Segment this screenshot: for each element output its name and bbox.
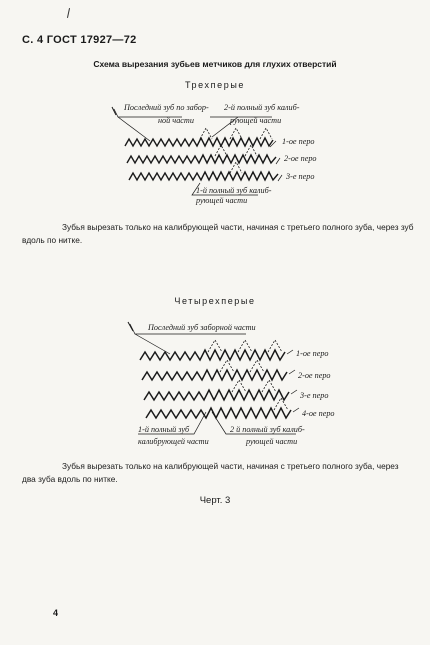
four-second-full-label-2: рующей части bbox=[246, 437, 298, 446]
page-number: 4 bbox=[53, 608, 59, 618]
section1-paragraph: Зубья вырезать только на калибрующей части, начиная с третьего полного зуба, через зуб вдоль по нитке. bbox=[22, 222, 414, 245]
four-flute-thread-4 bbox=[146, 408, 291, 418]
three-flute3-label: 3-е перо bbox=[286, 172, 315, 181]
section2-heading: Четырехперые bbox=[174, 296, 256, 306]
four-last-tooth-label: Последний зуб заборной части bbox=[148, 323, 256, 332]
four-flute2-label: 2-ое перо bbox=[298, 371, 331, 380]
three-flute2-label: 2-ое перо bbox=[284, 154, 317, 163]
three-last-tooth-label-1: Последний зуб по забор- bbox=[124, 103, 209, 112]
section2-paragraph: Зубья вырезать только на калибрующей части, начиная с третьего полного зуба, через два зуба вдоль по нитке. bbox=[22, 461, 399, 484]
four-flute-thread-3 bbox=[144, 390, 289, 400]
scan-mark bbox=[67, 8, 70, 18]
three-flute-thread-2 bbox=[127, 155, 276, 163]
figure-caption: Черт. 3 bbox=[199, 495, 231, 506]
four-flute-diagram bbox=[0, 312, 430, 452]
four-flute-thread-2 bbox=[142, 370, 287, 380]
four-flute3-label: 3-е перо bbox=[300, 391, 329, 400]
four-first-full-label-1: 1-й полный зуб bbox=[138, 425, 190, 434]
leader-arrow bbox=[128, 322, 133, 331]
figure-title: Схема вырезания зубьев метчиков для глухих отверстий bbox=[93, 59, 337, 69]
three-flute1-label: 1-ое перо bbox=[282, 137, 315, 146]
three-second-full-label-2: рующей части bbox=[230, 116, 282, 125]
three-second-full-label-1: 2-й полный зуб калиб- bbox=[224, 103, 300, 112]
three-last-tooth-label-2: ной части bbox=[158, 116, 194, 125]
four-flute4-label: 4-ое перо bbox=[302, 409, 335, 418]
page-header: С. 4 ГОСТ 17927—72 bbox=[22, 34, 137, 46]
four-flute-thread-1 bbox=[140, 350, 285, 360]
three-flute-thread-3 bbox=[129, 172, 278, 180]
section1-heading: Трехперые bbox=[184, 80, 246, 90]
four-first-full-label-2: калибрующей части bbox=[138, 437, 209, 446]
leader-arrow bbox=[112, 107, 116, 115]
three-flute-diagram bbox=[0, 95, 430, 205]
removed-tooth-marks bbox=[200, 128, 272, 173]
four-second-full-label-1: 2 й полный зуб калиб- bbox=[230, 425, 305, 434]
four-flute1-label: 1-ое перо bbox=[296, 349, 329, 358]
three-first-full-label-1: 1-й полный зуб калиб- bbox=[196, 186, 272, 195]
three-first-full-label-2: рующей части bbox=[196, 196, 248, 205]
